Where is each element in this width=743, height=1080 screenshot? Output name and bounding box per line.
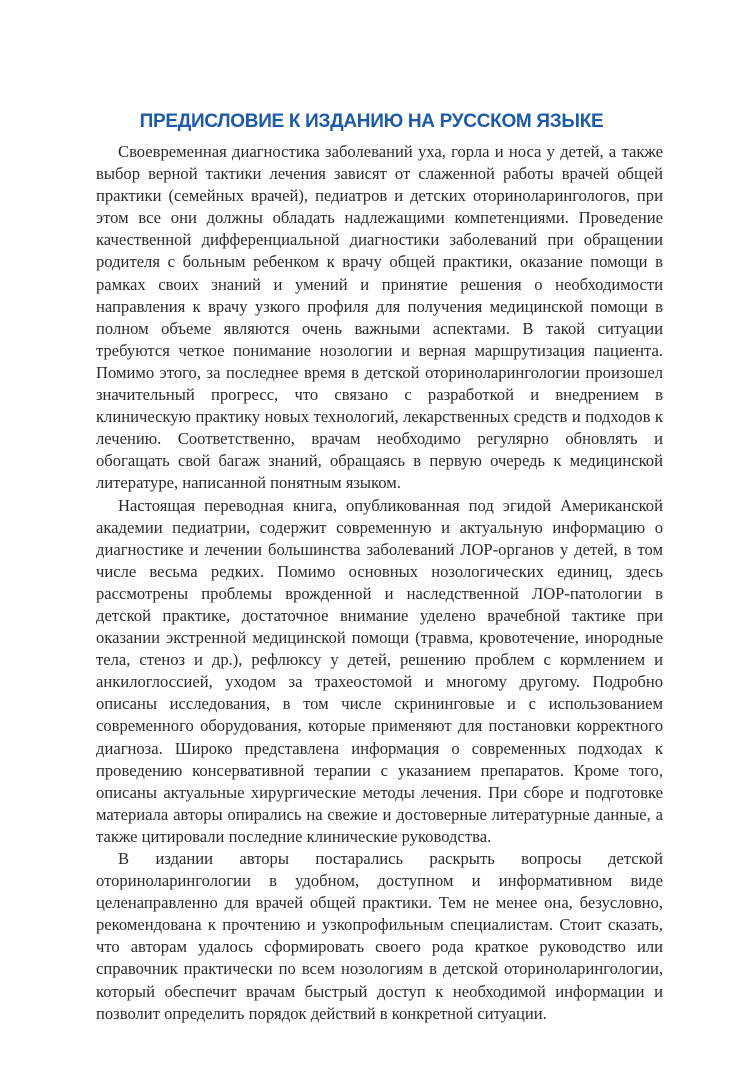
body-text — [96, 141, 663, 1025]
paragraph-3: В издании авторы постарались раскрыть вопросы детской оториноларингологии в удобном, доступном и информативном виде целенаправленно для врачей общей практики. Тем не менее она, безусловно, рекомендована к прочтению и узкопрофильным специалистам. Стоит сказать, что авторам удалось сформировать своего рода краткое руководство или справочник практически по всем нозологиям в детской оториноларингологии, который обеспечит врачам быстрый доступ к необходимой информации и позволит определить порядок действий в конкретной ситуации. — [96, 849, 663, 1023]
paragraph-1: Своевременная диагностика заболеваний уха, горла и носа у детей, а также выбор верной тактики лечения зависят от слаженной работы врачей общей практики (семейных врачей), педиатров и детских оториноларингологов, при этом все они должны обладать надлежащими компетенциями. Проведение качественной дифференциальной диагностики заболеваний при обращении родителя с больным ребенком к врачу общей практики, оказание помощи в рамках своих знаний и умений и принятие решения о необходимости направления к врачу узкого профиля для получения медицинской помощи в полном объеме являются очень важными аспектами. В такой ситуации требуются четкое понимание нозологии и верная маршрутизация пациента. Помимо этого, за последнее время в детской оториноларингологии произошел значительный прогресс, что связано с разработкой и внедрением в клиническую практику новых технологий, лекарственных средств и подходов к лечению. Соответственно, врачам необходимо регулярно обновлять и обогащать свой багаж знаний, обращаясь в первую очередь к медицинской литературе, написанной понятным языком. — [96, 142, 663, 493]
page-title: ПРЕДИСЛОВИЕ К ИЗДАНИЮ НА РУССКОМ ЯЗЫКЕ — [139, 111, 604, 132]
paragraph-2: Настоящая переводная книга, опубликованная под эгидой Американской академии педиатрии, содержит современную и актуальную информацию о диагностике и лечении большинства заболеваний ЛОР-органов у детей, в том числе весьма редких. Помимо основных нозологических единиц, здесь рассмотрены проблемы врожденной и наследственной ЛОР-патологии в детской практике, достаточное внимание уделено врачебной тактике при оказании экстренной медицинской помощи (травма, кровотечение, инородные тела, стеноз и др.), рефлюксу у детей, решению проблем с кормлением и анкилоглоссией, уходом за трахеостомой и многому другому. Подробно описаны исследования, в том числе скрининговые и с использованием современного оборудования, которые применяют для постановки корректного диагноза. Широко представлена информация о современных подходах к проведению консервативной терапии с указанием препаратов. Кроме того, описаны актуальные хирургические методы лечения. При сборе и подготовке материала авторы опирались на свежие и достоверные литературные данные, а также цитировали последние клинические руководства. — [96, 495, 663, 846]
